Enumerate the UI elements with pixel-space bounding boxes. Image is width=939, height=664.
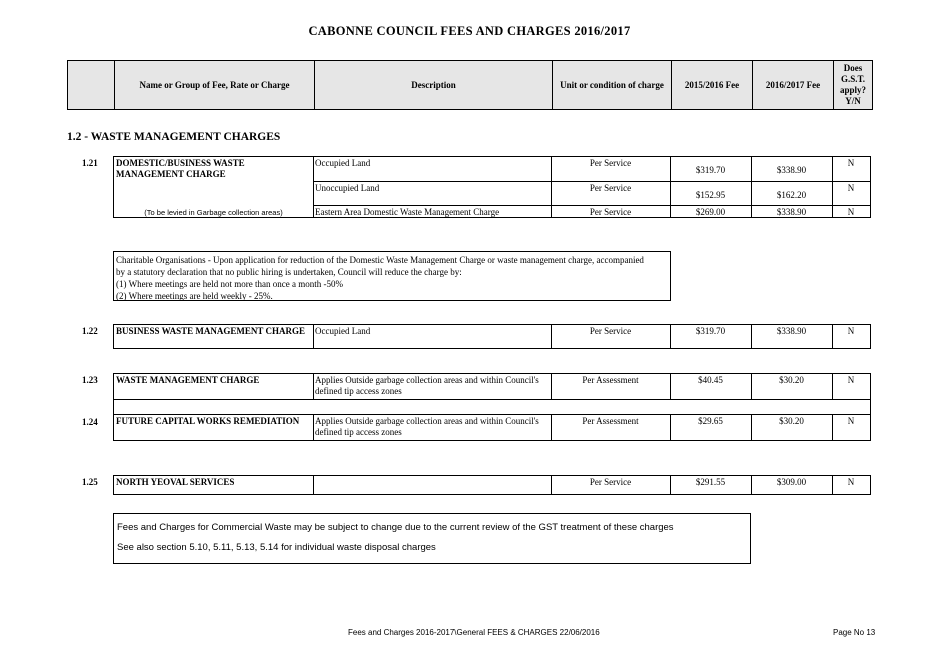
fee-name: BUSINESS WASTE MANAGEMENT CHARGE <box>116 326 305 336</box>
row-description: Occupied Land <box>315 326 371 336</box>
row-unit: Per Service <box>589 158 632 168</box>
row-fee-2016: $338.90 <box>776 326 807 336</box>
row-description: Unoccupied Land <box>315 183 380 193</box>
row-fee-2015: $29.65 <box>698 416 723 426</box>
note-line: by a statutory declaration that no public hiring is undertaken, Council will reduce the charge by: <box>116 267 462 277</box>
row-fee-2016: $30.20 <box>779 416 804 426</box>
fee-table-1-25 <box>113 475 871 495</box>
header-fee-2016: 2016/2017 Fee <box>752 61 833 109</box>
row-unit: Per Service <box>589 183 632 193</box>
commercial-waste-note <box>113 513 751 564</box>
item-number: 1.22 <box>82 326 98 336</box>
fee-name: WASTE MANAGEMENT CHARGE <box>116 375 260 385</box>
header-blank-cell <box>68 61 114 109</box>
section-title: 1.2 - WASTE MANAGEMENT CHARGES <box>67 131 281 143</box>
row-unit: Per Service <box>589 477 632 487</box>
note-line: (2) Where meetings are held weekly - 25%. <box>116 291 273 301</box>
header-fee-2015: 2015/2016 Fee <box>671 61 752 109</box>
row-unit: Per Assessment <box>582 416 639 426</box>
fee-name: FUTURE CAPITAL WORKS REMEDIATION <box>116 416 300 426</box>
fee-table-1-21 <box>113 156 871 218</box>
row-description <box>313 476 551 478</box>
fee-name: DOMESTIC/BUSINESS WASTE MANAGEMENT CHARGE <box>116 158 245 179</box>
note-line: (1) Where meetings are held not more than once a month -50% <box>116 279 344 289</box>
header-description: Description <box>314 61 552 109</box>
row-unit: Per Service <box>589 326 632 336</box>
row-fee-2016: $30.20 <box>779 375 804 385</box>
page-number: Page No 13 <box>833 628 876 637</box>
row-gst: N <box>847 207 855 217</box>
row-description: Eastern Area Domestic Waste Management Charge <box>315 207 500 217</box>
item-number: 1.23 <box>82 375 98 385</box>
table-header <box>67 60 873 110</box>
item-number: 1.21 <box>82 158 98 168</box>
row-gst: N <box>847 416 855 426</box>
row-fee-2015: $291.55 <box>695 477 726 487</box>
fee-table-1-23-1-24 <box>113 373 871 441</box>
row-fee-2015: $319.70 <box>695 165 726 175</box>
note-line: Charitable Organisations - Upon application for reduction of the Domestic Waste Management Charge or waste management charge, accompanied <box>116 255 644 265</box>
footer-path: Fees and Charges 2016-2017\General FEES & CHARGES 22/06/2016 <box>348 628 600 637</box>
note-line: See also section 5.10, 5.11, 5.13, 5.14 for individual waste disposal charges <box>117 542 436 553</box>
row-gst: N <box>847 326 855 336</box>
row-fee-2016: $338.90 <box>776 165 807 175</box>
page-title: CABONNE COUNCIL FEES AND CHARGES 2016/2017 <box>308 24 631 38</box>
row-description: Applies Outside garbage collection areas and within Council's defined tip access zones <box>315 375 539 396</box>
row-fee-2015: $319.70 <box>695 326 726 336</box>
item-number: 1.24 <box>82 417 98 427</box>
row-fee-2016: $309.00 <box>776 477 807 487</box>
row-description: Occupied Land <box>315 158 371 168</box>
row-gst: N <box>847 375 855 385</box>
fee-table-1-22 <box>113 324 871 349</box>
note-line: Fees and Charges for Commercial Waste may be subject to change due to the current review of the GST treatment of these charges <box>117 522 674 533</box>
row-gst: N <box>847 477 855 487</box>
item-number: 1.25 <box>82 477 98 487</box>
fee-sub-note: (To be levied in Garbage collection areas) <box>144 208 283 217</box>
header-gst: Does G.S.T. apply? Y/N <box>833 61 872 109</box>
row-gst: N <box>847 183 855 193</box>
header-unit: Unit or condition of charge <box>552 61 671 109</box>
charitable-note <box>113 251 671 301</box>
row-fee-2015: $269.00 <box>695 207 726 217</box>
fee-name: NORTH YEOVAL SERVICES <box>116 477 235 487</box>
row-fee-2016: $338.90 <box>776 207 807 217</box>
row-description: Applies Outside garbage collection areas and within Council's defined tip access zones <box>315 416 539 437</box>
row-fee-2015: $152.95 <box>695 190 726 200</box>
row-unit: Per Service <box>589 207 632 217</box>
row-gst: N <box>847 158 855 168</box>
header-name: Name or Group of Fee, Rate or Charge <box>114 61 314 109</box>
row-fee-2015: $40.45 <box>698 375 723 385</box>
row-fee-2016: $162.20 <box>776 190 807 200</box>
row-unit: Per Assessment <box>582 375 639 385</box>
